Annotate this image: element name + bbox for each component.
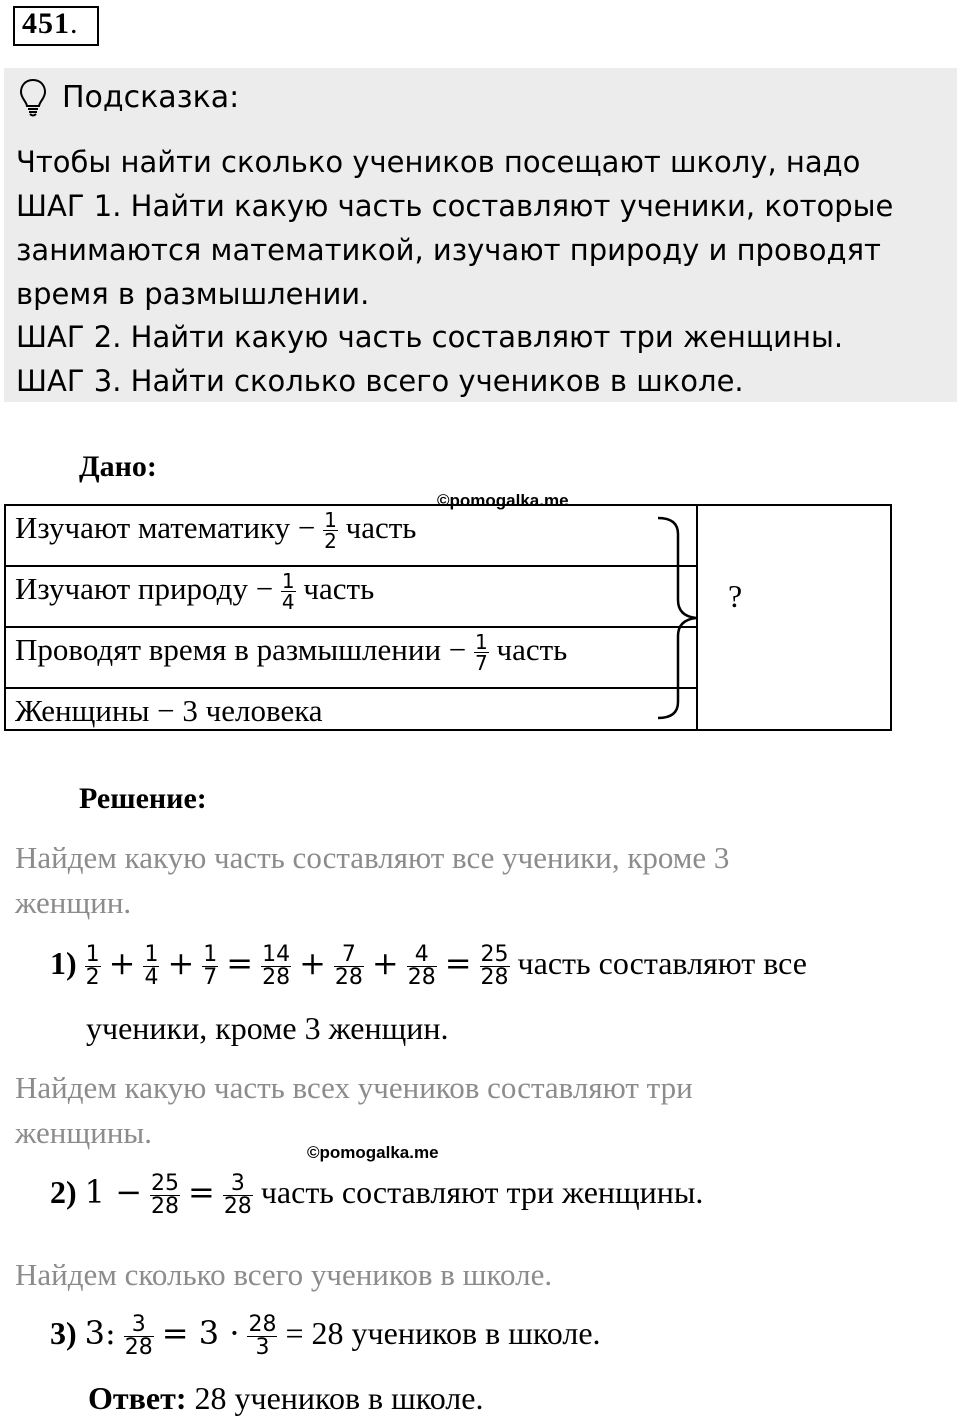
explain2-line2: женщины. [15, 1115, 152, 1150]
explain1-line2: женщин. [15, 885, 132, 920]
hint-intro: Чтобы найти сколько учеников посещают школу, надо [16, 145, 861, 179]
given-row-nature: Изучают природу − $\frac{1}{4}$ часть [15, 569, 375, 615]
answer: Ответ: 28 учеников в школе. [88, 1380, 484, 1416]
curly-brace-icon [650, 512, 700, 722]
explain1-line1: Найдем какую часть составляют все ученики, кроме 3 [15, 840, 730, 875]
table-divider [4, 626, 698, 628]
explain2-line1: Найдем какую часть всех учеников составляют три [15, 1070, 693, 1105]
hint-step1: ШАГ 1. Найти какую часть составляют ученики, которые [16, 189, 894, 223]
given-question: ? [728, 578, 743, 614]
hint-title: Подсказка: [62, 80, 240, 115]
lightbulb-icon [18, 78, 48, 118]
explain3: Найдем сколько всего учеников в школе. [15, 1257, 553, 1292]
hint-step1-line2: занимаются математикой, изучают природу и проводят [16, 233, 881, 267]
solution-heading: Решение: [79, 782, 207, 815]
problem-number: 451. [22, 7, 79, 40]
hint-step2: ШАГ 2. Найти какую часть составляют три женщины. [16, 320, 844, 354]
solution-step2: 2) 1 − $\frac{25}{28}$ = $\frac{3}{28}$ часть составляют три женщины. [50, 1171, 704, 1220]
given-row-women: Женщины − 3 человека [15, 693, 323, 728]
watermark: ©pomogalka.me [437, 491, 569, 510]
given-row-reflection: Проводят время в размышлении − $\frac{1}{7}$ часть [15, 630, 568, 676]
given-row-math: Изучают математику − $\frac{1}{2}$ часть [15, 508, 417, 554]
hint-step1-line3: время в размышлении. [16, 277, 370, 311]
table-divider [4, 687, 698, 689]
table-divider [4, 565, 698, 567]
given-heading: Дано: [79, 450, 157, 483]
watermark: ©pomogalka.me [307, 1143, 439, 1162]
hint-step3: ШАГ 3. Найти сколько всего учеников в школе. [16, 364, 744, 398]
solution-step1-line2: ученики, кроме 3 женщин. [86, 1010, 449, 1046]
solution-step3: 3) 3: $\frac{3}{28}$ = 3 · $\frac{28}{3}$ = 28 учеников в школе. [50, 1312, 601, 1361]
solution-step1: 1) $\frac{1}{2}$ + $\frac{1}{4}$ + $\frac{1}{7}$ = $\frac{14}{28}$ + $\frac{7}{28}$ + $\frac{4}{28}$ = $\frac{25}{28}$ часть составляют все [50, 942, 807, 991]
